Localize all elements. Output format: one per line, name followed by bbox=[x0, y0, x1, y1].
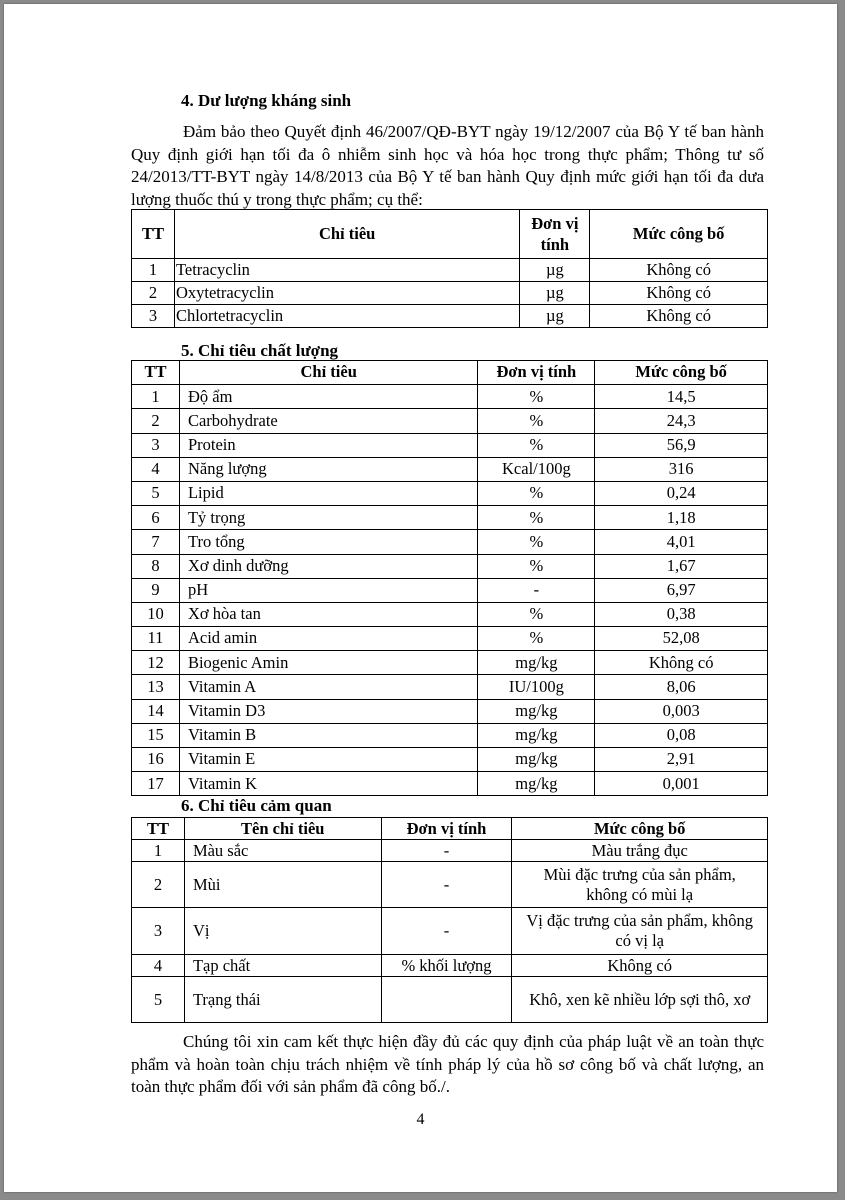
table-row bbox=[132, 554, 768, 578]
cell-unit: % bbox=[478, 409, 595, 433]
cell-tt: 2 bbox=[132, 409, 180, 433]
cell-tt: 5 bbox=[132, 977, 185, 1023]
cell-unit: % bbox=[478, 433, 595, 457]
header-tt: TT bbox=[132, 210, 175, 259]
table-header-row bbox=[132, 818, 768, 840]
cell-value: 0,38 bbox=[595, 602, 768, 626]
table-row bbox=[132, 840, 768, 862]
cell-value: 2,91 bbox=[595, 748, 768, 772]
cell-unit: % bbox=[478, 602, 595, 626]
section-6-heading: 6. Chỉ tiêu cảm quan bbox=[181, 796, 332, 815]
cell-name: pH bbox=[179, 578, 477, 602]
cell-value: 8,06 bbox=[595, 675, 768, 699]
header-don-vi: Đơn vị tính bbox=[381, 818, 512, 840]
cell-name: Màu sắc bbox=[184, 840, 381, 862]
table-row bbox=[132, 259, 768, 282]
cell-name: Carbohydrate bbox=[179, 409, 477, 433]
table-row bbox=[132, 305, 768, 328]
cell-value: 14,5 bbox=[595, 385, 768, 409]
cell-value: Không có bbox=[590, 259, 768, 282]
cell-name: Acid amin bbox=[179, 627, 477, 651]
header-tt: TT bbox=[132, 818, 185, 840]
table-row bbox=[132, 602, 768, 626]
header-muc-cong-bo: Mức công bố bbox=[512, 818, 768, 840]
cell-value: 1,18 bbox=[595, 506, 768, 530]
table-row bbox=[132, 433, 768, 457]
cell-unit: µg bbox=[520, 305, 590, 328]
cell-value: 0,001 bbox=[595, 772, 768, 796]
cell-name: Oxytetracyclin bbox=[174, 282, 519, 305]
cell-tt: 3 bbox=[132, 305, 175, 328]
cell-name: Trạng thái bbox=[184, 977, 381, 1023]
quality-table bbox=[131, 360, 768, 796]
cell-name: Vitamin B bbox=[179, 723, 477, 747]
cell-value: Không có bbox=[512, 955, 768, 977]
cell-tt: 1 bbox=[132, 840, 185, 862]
table-row bbox=[132, 748, 768, 772]
section-5-heading: 5. Chỉ tiêu chất lượng bbox=[181, 341, 339, 360]
cell-name: Mùi bbox=[184, 862, 381, 908]
table-row bbox=[132, 457, 768, 481]
cell-name: Vitamin A bbox=[179, 675, 477, 699]
cell-tt: 9 bbox=[132, 578, 180, 602]
cell-value: 316 bbox=[595, 457, 768, 481]
cell-name: Tetracyclin bbox=[174, 259, 519, 282]
cell-value: Khô, xen kẽ nhiều lớp sợi thô, xơ bbox=[512, 977, 768, 1023]
cell-tt: 16 bbox=[132, 748, 180, 772]
cell-value: 56,9 bbox=[595, 433, 768, 457]
cell-unit bbox=[381, 977, 512, 1023]
cell-name: Tro tổng bbox=[179, 530, 477, 554]
table-row bbox=[132, 908, 768, 955]
cell-value: 4,01 bbox=[595, 530, 768, 554]
cell-value: 0,003 bbox=[595, 699, 768, 723]
header-chi-tieu: Chỉ tiêu bbox=[179, 361, 477, 385]
cell-value: 1,67 bbox=[595, 554, 768, 578]
antibiotic-residue-table bbox=[131, 209, 768, 328]
cell-name: Tỷ trọng bbox=[179, 506, 477, 530]
header-muc-cong-bo: Mức công bố bbox=[590, 210, 768, 259]
cell-value: Không có bbox=[590, 282, 768, 305]
cell-name: Protein bbox=[179, 433, 477, 457]
table-row bbox=[132, 977, 768, 1023]
table-row bbox=[132, 675, 768, 699]
table-row bbox=[132, 506, 768, 530]
cell-name: Vitamin K bbox=[179, 772, 477, 796]
cell-tt: 6 bbox=[132, 506, 180, 530]
cell-value: 6,97 bbox=[595, 578, 768, 602]
cell-name: Năng lượng bbox=[179, 457, 477, 481]
cell-unit: mg/kg bbox=[478, 772, 595, 796]
cell-unit: IU/100g bbox=[478, 675, 595, 699]
table-row bbox=[132, 409, 768, 433]
table-row bbox=[132, 723, 768, 747]
cell-name: Vị bbox=[184, 908, 381, 955]
cell-tt: 12 bbox=[132, 651, 180, 675]
cell-tt: 5 bbox=[132, 481, 180, 505]
cell-unit: % bbox=[478, 554, 595, 578]
header-muc-cong-bo: Mức công bố bbox=[595, 361, 768, 385]
cell-unit: mg/kg bbox=[478, 748, 595, 772]
table-row bbox=[132, 651, 768, 675]
document-page bbox=[4, 4, 837, 1192]
cell-tt: 4 bbox=[132, 457, 180, 481]
cell-name: Biogenic Amin bbox=[179, 651, 477, 675]
header-don-vi: Đơn vị tính bbox=[520, 210, 590, 259]
section-4-heading: 4. Dư lượng kháng sinh bbox=[181, 91, 352, 110]
cell-name: Xơ dinh dưỡng bbox=[179, 554, 477, 578]
cell-unit: % bbox=[478, 530, 595, 554]
table-row bbox=[132, 772, 768, 796]
cell-tt: 1 bbox=[132, 259, 175, 282]
cell-tt: 1 bbox=[132, 385, 180, 409]
cell-name: Vitamin D3 bbox=[179, 699, 477, 723]
cell-name: Chlortetracyclin bbox=[174, 305, 519, 328]
cell-unit: - bbox=[381, 840, 512, 862]
cell-tt: 4 bbox=[132, 955, 185, 977]
cell-tt: 2 bbox=[132, 282, 175, 305]
cell-unit: µg bbox=[520, 259, 590, 282]
cell-name: Tạp chất bbox=[184, 955, 381, 977]
header-don-vi: Đơn vị tính bbox=[478, 361, 595, 385]
cell-unit: mg/kg bbox=[478, 723, 595, 747]
cell-tt: 2 bbox=[132, 862, 185, 908]
cell-unit: Kcal/100g bbox=[478, 457, 595, 481]
cell-tt: 10 bbox=[132, 602, 180, 626]
table-header-row bbox=[132, 361, 768, 385]
table-row bbox=[132, 699, 768, 723]
cell-unit: - bbox=[381, 862, 512, 908]
cell-unit: - bbox=[381, 908, 512, 955]
table-row bbox=[132, 627, 768, 651]
cell-unit: mg/kg bbox=[478, 699, 595, 723]
cell-unit: µg bbox=[520, 282, 590, 305]
cell-tt: 7 bbox=[132, 530, 180, 554]
cell-name: Lipid bbox=[179, 481, 477, 505]
cell-tt: 17 bbox=[132, 772, 180, 796]
table-row bbox=[132, 481, 768, 505]
cell-tt: 14 bbox=[132, 699, 180, 723]
cell-value: 0,08 bbox=[595, 723, 768, 747]
cell-value: 52,08 bbox=[595, 627, 768, 651]
cell-name: Xơ hòa tan bbox=[179, 602, 477, 626]
header-ten-chi-tieu: Tên chỉ tiêu bbox=[184, 818, 381, 840]
cell-unit: % khối lượng bbox=[381, 955, 512, 977]
table-row bbox=[132, 578, 768, 602]
table-header-row bbox=[132, 210, 768, 259]
table-row bbox=[132, 862, 768, 908]
cell-value: Màu trắng đục bbox=[512, 840, 768, 862]
cell-tt: 13 bbox=[132, 675, 180, 699]
quality-table-body bbox=[132, 361, 768, 796]
table-row bbox=[132, 385, 768, 409]
cell-name: Độ ẩm bbox=[179, 385, 477, 409]
cell-unit: mg/kg bbox=[478, 651, 595, 675]
table-row bbox=[132, 955, 768, 977]
table-row bbox=[132, 282, 768, 305]
cell-value: 0,24 bbox=[595, 481, 768, 505]
closing-paragraph: Chúng tôi xin cam kết thực hiện đầy đủ các quy định của pháp luật về an toàn thực phẩm và hoàn toàn chịu trách nhiệm về tính pháp lý của hồ sơ công bố và chất lượng, an toàn thực phẩm đối với sản phẩm đã công bố./. bbox=[131, 1032, 764, 1096]
cell-unit: % bbox=[478, 481, 595, 505]
cell-tt: 3 bbox=[132, 433, 180, 457]
header-tt: TT bbox=[132, 361, 180, 385]
cell-name: Vitamin E bbox=[179, 748, 477, 772]
table-row bbox=[132, 530, 768, 554]
cell-value: 24,3 bbox=[595, 409, 768, 433]
cell-value: Không có bbox=[595, 651, 768, 675]
section-4-paragraph: Đảm bảo theo Quyết định 46/2007/QĐ-BYT ngày 19/12/2007 của Bộ Y tế ban hành Quy định giới hạn tối đa ô nhiễm sinh học và hóa học trong thực phẩm; Thông tư số 24/2013/TT-BYT ngày 14/8/2013 của Bộ Y tế ban hành Quy định mức giới hạn tối đa dưa lượng thuốc thú y trong thực phẩm; cụ thể: bbox=[131, 122, 764, 209]
cell-tt: 3 bbox=[132, 908, 185, 955]
cell-unit: % bbox=[478, 385, 595, 409]
header-chi-tieu: Chỉ tiêu bbox=[174, 210, 519, 259]
page-number: 4 bbox=[416, 1111, 425, 1128]
sensory-table bbox=[131, 817, 768, 1023]
cell-value: Vị đặc trưng của sản phẩm, không có vị lạ bbox=[512, 908, 768, 955]
cell-tt: 15 bbox=[132, 723, 180, 747]
cell-value: Mùi đặc trưng của sản phẩm, không có mùi lạ bbox=[512, 862, 768, 908]
cell-unit: - bbox=[478, 578, 595, 602]
cell-unit: % bbox=[478, 506, 595, 530]
cell-value: Không có bbox=[590, 305, 768, 328]
cell-unit: % bbox=[478, 627, 595, 651]
cell-tt: 11 bbox=[132, 627, 180, 651]
cell-tt: 8 bbox=[132, 554, 180, 578]
